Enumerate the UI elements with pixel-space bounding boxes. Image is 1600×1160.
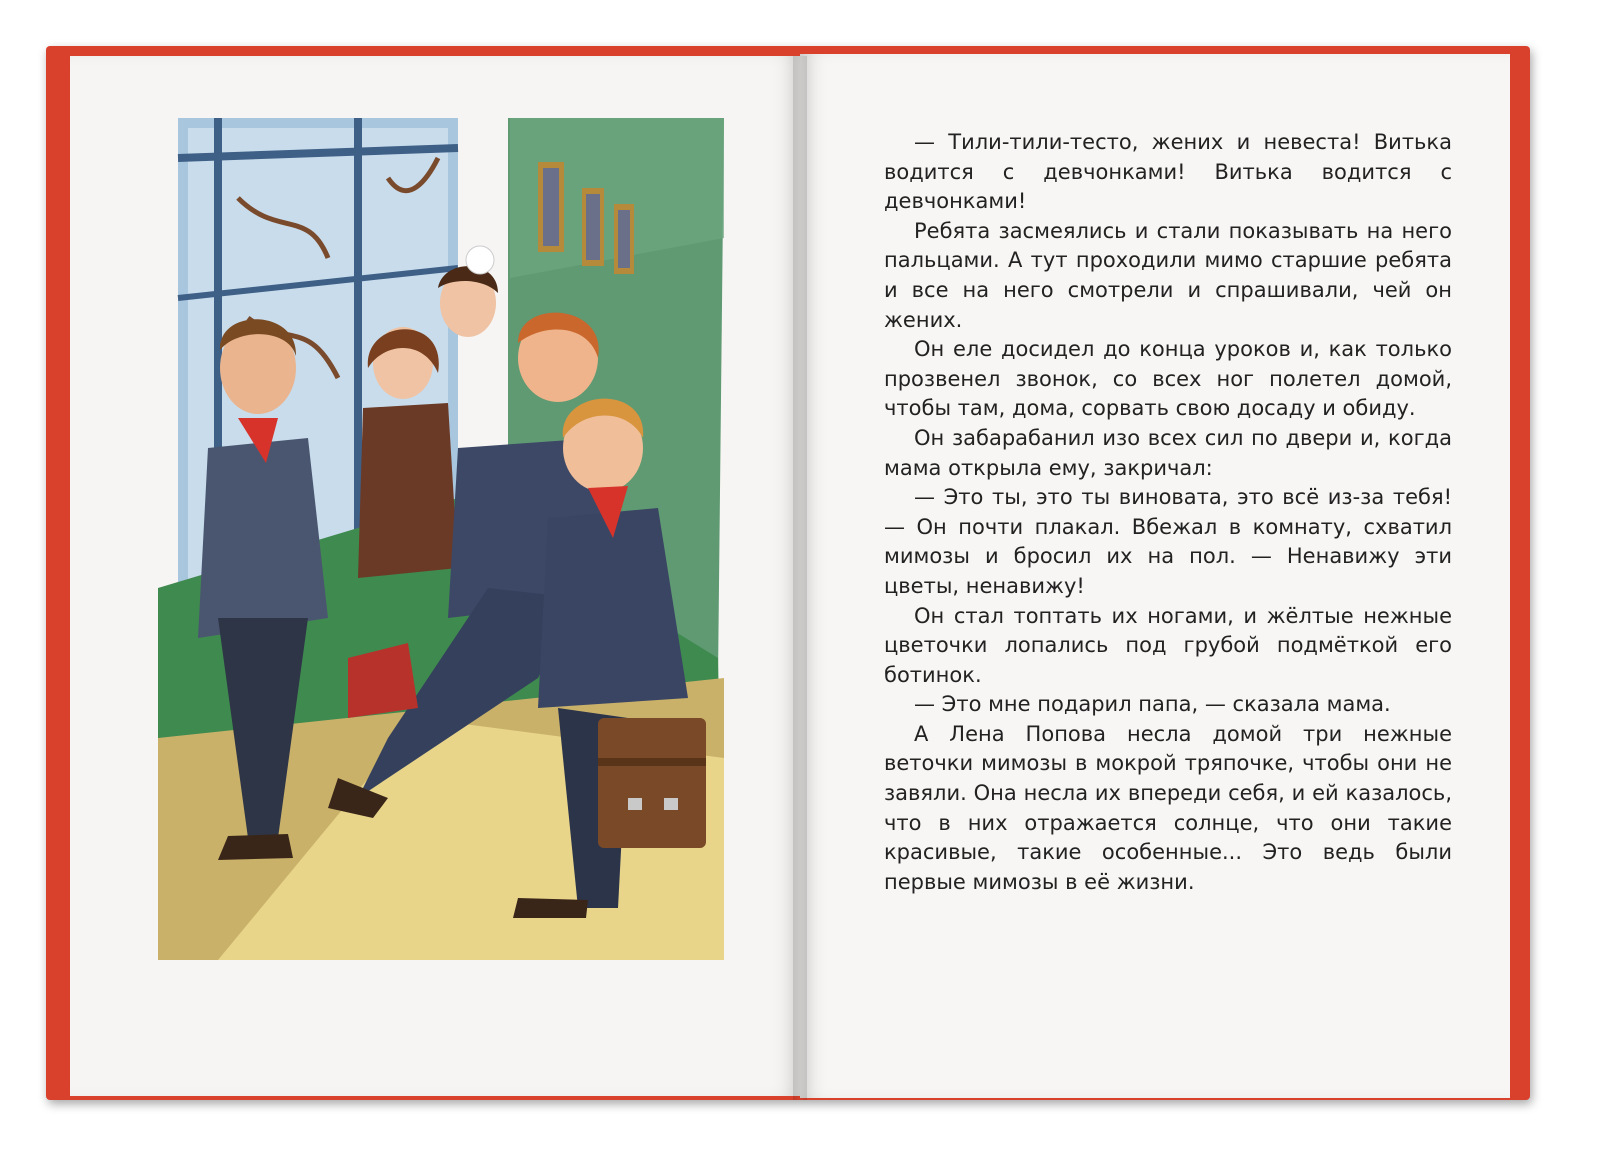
paragraph: Он забарабанил изо всех сил по двери и, когда мама открыла ему, закричал: <box>884 425 1452 480</box>
school-children-illustration <box>158 118 724 960</box>
paragraph: Ребята засмеялись и стали показывать на него пальцами. А тут проходили мимо старшие ребята и все на него смотрели и спрашивали, чей он жених. <box>884 218 1452 332</box>
paragraph: — Это ты, это ты виновата, это всё из-за тебя! — Он почти плакал. Вбежал в комнату, схватил мимозы и бросил их на пол. — Ненавижу эти цветы, ненавижу! <box>884 485 1452 598</box>
paragraph: — Тили-тили-тесто, жених и невеста! Витька водится с девчонками! Витька водится с девчонками! <box>884 130 1452 214</box>
book-gutter <box>793 56 807 1100</box>
paragraph: Он стал топтать их ногами, и жёлтые нежные цветочки лопались под грубой подмёткой его ботинок. <box>884 603 1452 687</box>
paragraph: А Лена Попова несла домой три нежные веточки мимозы в мокрой тряпочке, чтобы они не завяли. Она несла их впереди себя, и ей казалось, что в них отражается солнце, что они такие красивые, такие особенные... Это ведь были первые мимозы в её жизни. <box>884 721 1452 894</box>
story-text <box>884 128 1452 897</box>
illustration-svg <box>158 118 724 960</box>
paragraph: Он еле досидел до конца уроков и, как только прозвенел звонок, со всех ног полетел домой, чтобы там, дома, сорвать свою досаду и обиду. <box>884 337 1452 421</box>
paragraph: — Это мне подарил папа, — сказала мама. <box>914 692 1391 717</box>
